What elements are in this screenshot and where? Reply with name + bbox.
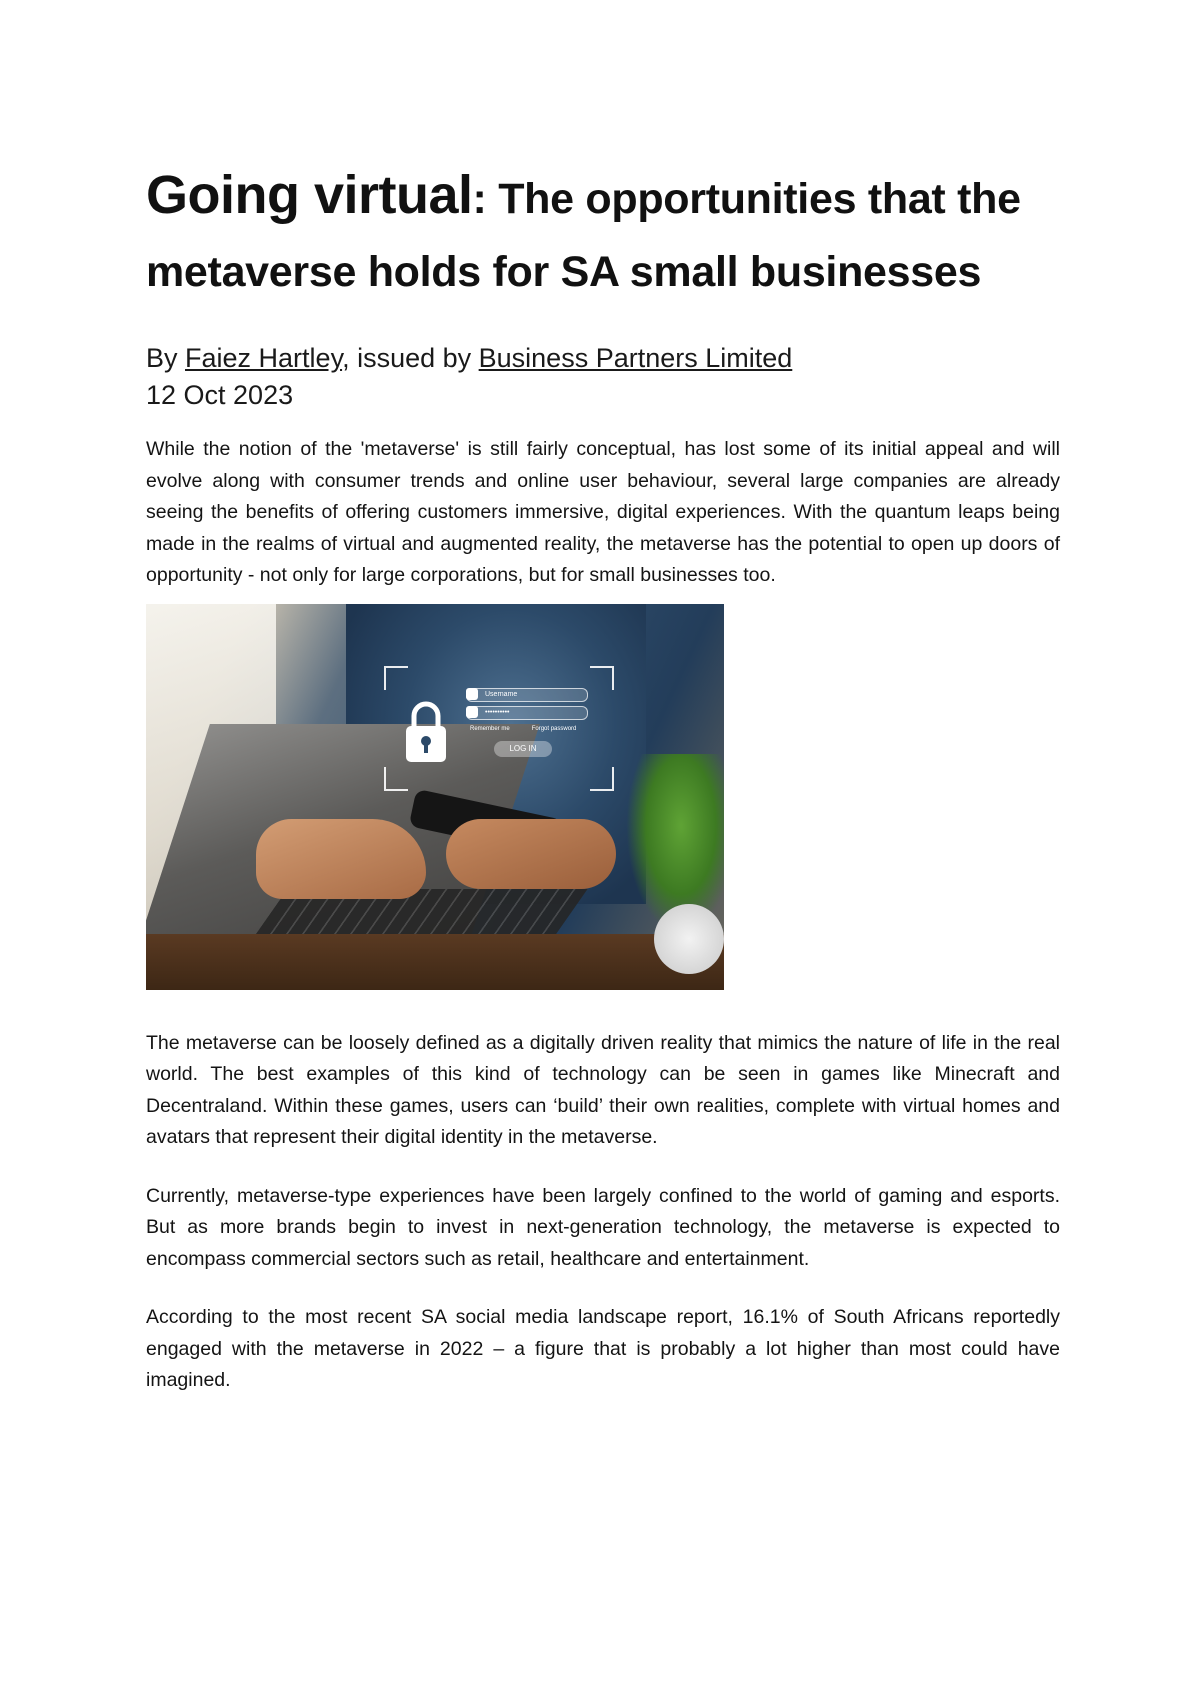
hologram-username-field (466, 688, 588, 702)
photo-desk (146, 934, 724, 990)
publish-date: 12 Oct 2023 (146, 380, 294, 410)
article (146, 160, 1060, 1397)
publisher-link[interactable]: Business Partners Limited (478, 343, 793, 373)
paragraph-definition: The metaverse can be loosely defined as a digitally driven reality that mimics the nature of life in the real world. The best examples of this kind of technology can be seen in games like Minecraft and Decentraland. Within these games, users can ‘build’ their own realities, complete with virtual homes and avatars that represent their digital identity in the metaverse. (146, 1031, 1060, 1148)
login-hologram (384, 666, 614, 791)
hologram-password-field (466, 706, 588, 720)
frame-corner (384, 666, 408, 690)
password-text: •••••••••• (485, 708, 510, 716)
byline-prefix: By (146, 343, 186, 373)
key-icon (466, 706, 478, 718)
forgot-text: Forgot password (531, 725, 577, 732)
padlock-icon (404, 696, 448, 766)
title-rest: : The opportunities that the metaverse holds for SA small businesses (146, 175, 1021, 296)
username-text: Username (485, 690, 518, 698)
remember-text: Remember me (470, 725, 510, 732)
user-icon (466, 688, 478, 700)
title-lead: Going virtual (146, 165, 473, 225)
paragraph-intro: While the notion of the 'metaverse' is still fairly conceptual, has lost some of its initial appeal and will evolve along with consumer trends and online user behaviour, several large companies are already seeing the benefits of offering customers immersive, digital experiences. With the quantum leaps being made in the realms of virtual and augmented reality, the metaverse has the potential to open up doors of opportunity - not only for large corporations, but for small businesses too. (146, 438, 1060, 586)
hologram-options (470, 726, 576, 732)
frame-corner (590, 666, 614, 690)
photo-pot (654, 904, 724, 974)
photo-hand-holding-phone (446, 819, 616, 889)
paragraph-statistics: According to the most recent SA social media landscape report, 16.1% of South Africans reportedly engaged with the metaverse in 2022 – a figure that is probably a lot higher than most could have imagined. (146, 1306, 1060, 1391)
author-link[interactable]: Faiez Hartley (185, 343, 343, 373)
frame-corner (384, 767, 408, 791)
article-photo (146, 604, 724, 990)
article-title (146, 160, 1060, 310)
hologram-login-button: LOG IN (494, 741, 552, 757)
byline (146, 340, 1060, 377)
frame-corner (590, 767, 614, 791)
photo-hand-typing (256, 819, 426, 899)
paragraph-current: Currently, metaverse-type experiences have been largely confined to the world of gaming and esports. But as more brands begin to invest in next-generation technology, the metaverse is expected to encompass commercial sectors such as retail, healthcare and entertainment. (146, 1184, 1060, 1270)
byline-middle: , issued by (342, 343, 479, 373)
